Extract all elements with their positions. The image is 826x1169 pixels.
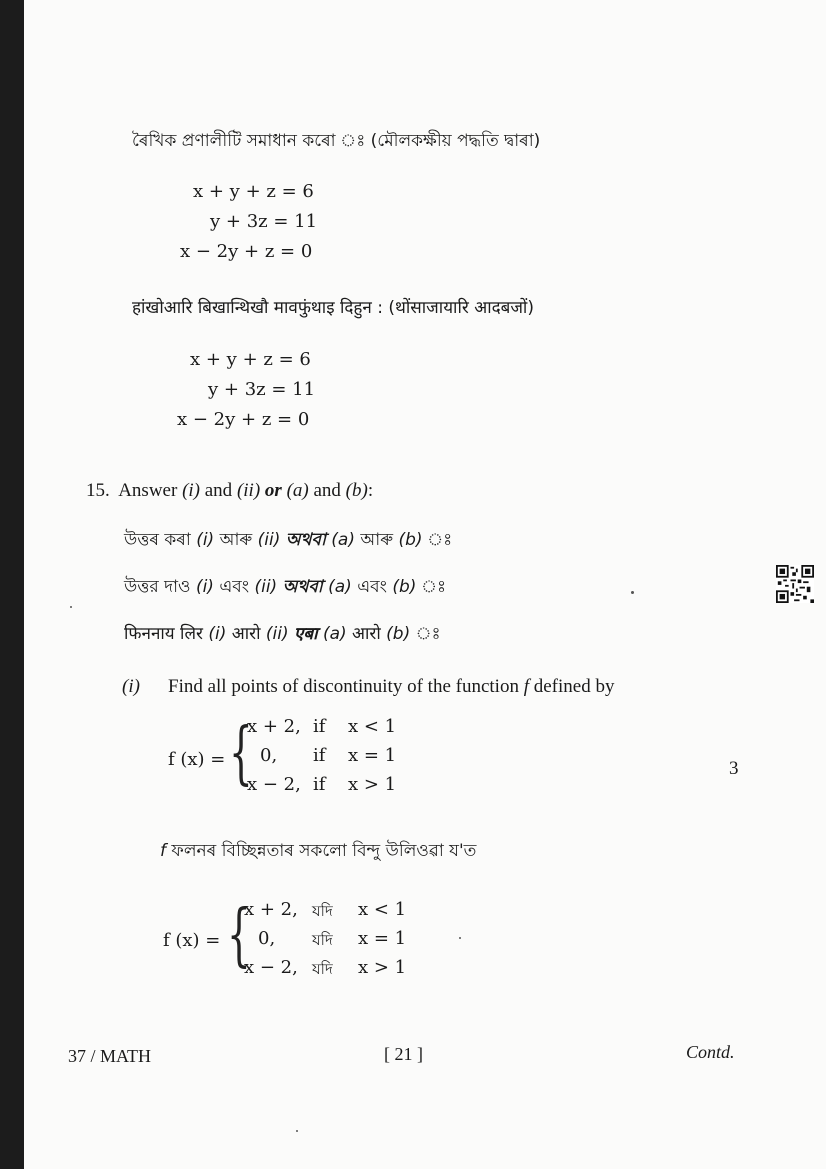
case-cond: যদি bbox=[312, 902, 333, 920]
equation-1: x + y + z = 6 bbox=[190, 349, 311, 370]
case-cond: if bbox=[313, 774, 326, 795]
equation-2: y + 3z = 11 bbox=[210, 211, 318, 232]
bodo-answer-line: फिननाय लिर (i) आरो (ii) एबा (a) आरो (b) ঃ bbox=[124, 624, 441, 644]
equation-1: x + y + z = 6 bbox=[193, 181, 314, 202]
case-expr: 0, bbox=[260, 745, 278, 766]
equation-3: x − 2y + z = 0 bbox=[177, 409, 310, 430]
assamese-instruction: ৰৈখিক প্ৰণালীটি সমাধান কৰো ঃ (মৌলকক্ষীয় পদ্ধতি দ্বাৰা) bbox=[132, 131, 541, 151]
question-number: 15. bbox=[86, 480, 110, 501]
case-rel: x < 1 bbox=[358, 899, 407, 920]
case-cond: if bbox=[313, 745, 326, 766]
case-cond: যদি bbox=[312, 931, 333, 949]
function-lhs: f (x) = bbox=[163, 930, 221, 951]
case-expr: 0, bbox=[258, 928, 276, 949]
case-expr: x − 2, bbox=[244, 957, 298, 978]
case-rel: x > 1 bbox=[348, 774, 397, 795]
paper-code: 37 / MATH bbox=[68, 1046, 152, 1066]
continued-label: Contd. bbox=[686, 1042, 735, 1062]
case-cond: if bbox=[313, 716, 326, 737]
case-expr: x + 2, bbox=[247, 716, 301, 737]
qr-code bbox=[776, 565, 814, 603]
scan-edge bbox=[0, 0, 24, 1169]
left-brace: { bbox=[227, 896, 251, 975]
equation-3: x − 2y + z = 0 bbox=[180, 241, 313, 262]
left-brace: { bbox=[229, 714, 253, 793]
case-cond: যদি bbox=[312, 960, 333, 978]
case-expr: x − 2, bbox=[247, 774, 301, 795]
marks: 3 bbox=[729, 758, 739, 779]
question-15-header: 15. Answer (i) and (ii) or (a) and (b): bbox=[86, 480, 374, 501]
scan-speck bbox=[70, 606, 72, 608]
case-rel: x > 1 bbox=[358, 957, 407, 978]
scan-speck bbox=[296, 1130, 298, 1132]
page-number: [ 21 ] bbox=[384, 1044, 423, 1064]
bengali-answer-line: উত্তর দাও (i) এবং (ii) অথবা (a) এবং (b) ঃ bbox=[124, 577, 447, 597]
case-rel: x < 1 bbox=[348, 716, 397, 737]
scan-speck bbox=[631, 591, 634, 594]
part-i-label: (i) bbox=[122, 676, 140, 697]
assamese-part-i-text: f ফলনৰ বিচ্ছিন্নতাৰ সকলো বিন্দু উলিওৱা য'ত bbox=[160, 841, 477, 861]
part-i-text: Find all points of discontinuity of the function f defined by bbox=[168, 676, 615, 697]
case-rel: x = 1 bbox=[358, 928, 407, 949]
case-expr: x + 2, bbox=[244, 899, 298, 920]
bodo-instruction: हांखोआरि बिखान्थिखौ मावफुंथाइ दिहुन : (थोंसाजायारि आदबजों) bbox=[132, 298, 534, 318]
case-rel: x = 1 bbox=[348, 745, 397, 766]
function-lhs: f (x) = bbox=[168, 749, 226, 770]
equation-2: y + 3z = 11 bbox=[208, 379, 316, 400]
scan-speck bbox=[459, 937, 461, 939]
assamese-answer-line: উত্তৰ কৰা (i) আৰু (ii) অথবা (a) আৰু (b) ঃ bbox=[124, 530, 453, 550]
